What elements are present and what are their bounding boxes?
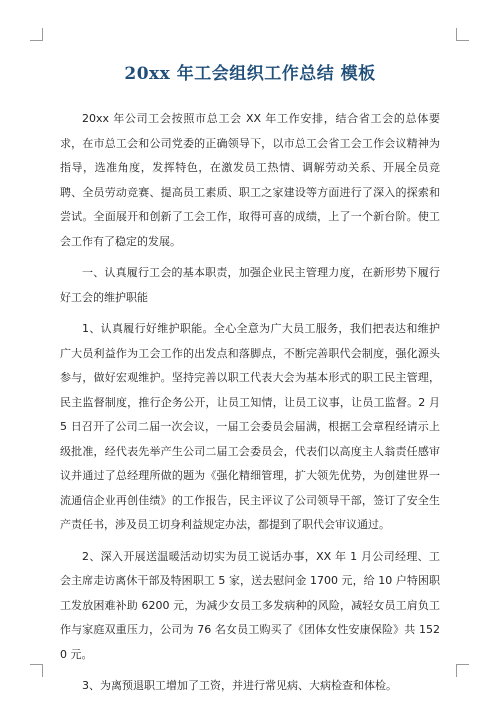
crop-mark-top-right: [456, 28, 469, 41]
paragraph-intro: 20xx 年公司工会按照市总工会 XX 年工作安排，结合省工会的总体要求，在市总工会和公司党委的正确领导下，以市总工会省工会工作会议精神为指导，选准角度，发挥特色，在激发员工热情、调解劳动关系、开展全员竞聘、全员劳动竞赛、提高员工素质、职工之家建设等方面进行了深入的探索和尝试。全面展开和创新了工会工作，取得可喜的成绩，上了一个新台阶。使工会工作有了稳定的发展。: [60, 112, 440, 248]
paragraph-item-2: 2、深入开展送温暖活动切实为员工说话办事，XX 年 1 月公司经理、工会主席走访离休干部及特困职工 5 家，送去慰问金 1700 元，给 10 户特困职工发放困难补助 6200 元，为减少女员工多发病种的风险，减轻女员工肩负工作与家庭双重压力，公司为 76 名女员工购买了《团体女性安康保险》共 1520 元。: [60, 549, 440, 661]
paragraph-item-1: 1、认真履行好维护职能。全心全意为广大员工服务，我们把表达和维护广大员利益作为工会工作的出发点和落脚点，不断完善职代会制度，强化源头参与，做好宏观维护。坚持完善以职工代表大会为基本形式的职工民主管理，民主监督制度，推行企务公开，让员工知情，让员工议事，让员工监督。2 月 5 日召开了公司二届一次会议，一届工会委员会届满，根据工会章程经请示上级批准，经代表先举产生公司二届工会委员会，代表们以高度主人翁责任感审议并通过了总经理所做的题为《强化精细管理，扩大领先优势，为创建世界一流通信企业再创佳绩》的工作报告，民主评议了公司领导干部，签订了安全生产责任书，涉及员工切身利益规定办法，都提到了职代会审议通过。: [60, 322, 440, 531]
paragraph-section-heading: 一、认真履行工会的基本职责，加强企业民主管理力度，在新形势下履行好工会的维护职能: [60, 266, 440, 304]
document-title: 20xx 年工会组织工作总结 模板: [124, 64, 376, 84]
paragraph-item-3: 3、为离预退职工增加了工资，并进行常见病、大病检查和体检。: [82, 679, 397, 692]
crop-mark-top-left: [30, 28, 43, 41]
crop-mark-bottom-left: [30, 664, 43, 677]
crop-mark-bottom-right: [456, 664, 469, 677]
document-body: [60, 107, 440, 706]
